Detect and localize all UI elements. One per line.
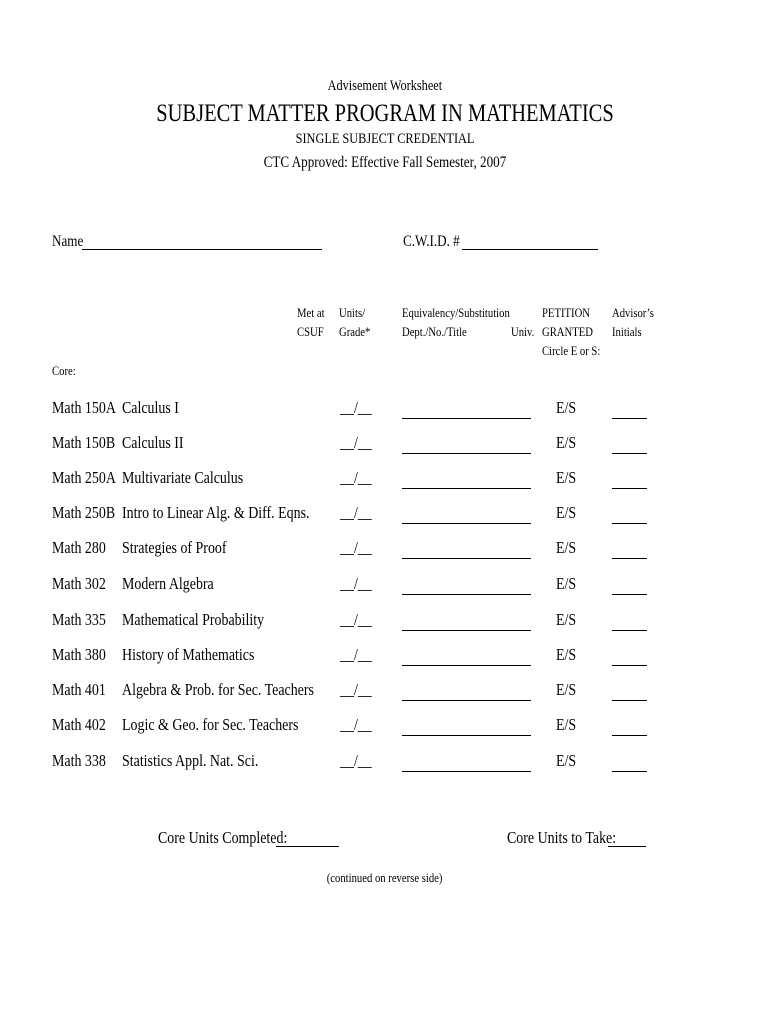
- equivalency-field[interactable]: [402, 523, 531, 524]
- equivalency-field[interactable]: [402, 771, 531, 772]
- advisor-initials-field[interactable]: [612, 453, 647, 454]
- course-code: Math 302: [52, 574, 106, 593]
- units-grade-blank[interactable]: __/__: [340, 645, 372, 664]
- petition-es[interactable]: E/S: [556, 680, 577, 699]
- advisor-initials-field[interactable]: [612, 488, 647, 489]
- course-title: History of Mathematics: [122, 645, 255, 664]
- units-grade-blank[interactable]: __/__: [340, 433, 372, 452]
- equivalency-field[interactable]: [402, 594, 531, 595]
- course-title: Intro to Linear Alg. & Diff. Eqns.: [122, 503, 310, 522]
- units-grade-blank[interactable]: __/__: [340, 715, 372, 734]
- course-code: Math 338: [52, 751, 106, 770]
- petition-es[interactable]: E/S: [556, 574, 577, 593]
- petition-es[interactable]: E/S: [556, 715, 577, 734]
- course-code: Math 250A: [52, 468, 116, 487]
- petition-es[interactable]: E/S: [556, 645, 577, 664]
- advisor-initials-field[interactable]: [612, 735, 647, 736]
- course-code: Math 380: [52, 645, 106, 664]
- equivalency-field[interactable]: [402, 735, 531, 736]
- course-row: [0, 715, 770, 743]
- advisor-initials-field[interactable]: [612, 630, 647, 631]
- course-title: Algebra & Prob. for Sec. Teachers: [122, 680, 314, 699]
- course-row: [0, 468, 770, 496]
- met-at-header: Met at CSUF: [297, 305, 325, 339]
- course-row: [0, 503, 770, 531]
- course-title: Multivariate Calculus: [122, 468, 244, 487]
- equivalency-field[interactable]: [402, 558, 531, 559]
- advisor-initials-field[interactable]: [612, 594, 647, 595]
- petition-es[interactable]: E/S: [556, 538, 577, 557]
- course-code: Math 250B: [52, 503, 116, 522]
- equivalency-field[interactable]: [402, 418, 531, 419]
- petition-es[interactable]: E/S: [556, 751, 577, 770]
- course-row: [0, 433, 770, 461]
- core-section-label: Core:: [52, 363, 76, 378]
- units-grade-blank[interactable]: __/__: [340, 610, 372, 629]
- course-title: Calculus II: [122, 433, 184, 452]
- course-row: [0, 680, 770, 708]
- advisor-initials-field[interactable]: [612, 771, 647, 772]
- equivalency-field[interactable]: [402, 630, 531, 631]
- course-row: [0, 610, 770, 638]
- univ-header: Univ.: [511, 324, 535, 339]
- course-row: [0, 574, 770, 602]
- course-title: Mathematical Probability: [122, 610, 265, 629]
- course-title: Logic & Geo. for Sec. Teachers: [122, 715, 299, 734]
- core-units-to-take-label: Core Units to Take:: [507, 828, 617, 847]
- course-title: Calculus I: [122, 398, 179, 417]
- cwid-label: C.W.I.D. #: [403, 233, 460, 250]
- petition-header: PETITION GRANTED Circle E or S:: [542, 305, 601, 358]
- course-code: Math 280: [52, 538, 106, 557]
- advisor-initials-field[interactable]: [612, 558, 647, 559]
- course-title: Strategies of Proof: [122, 538, 227, 557]
- approval-line: CTC Approved: Effective Fall Semester, 2007: [263, 154, 507, 171]
- page-title: SUBJECT MATTER PROGRAM IN MATHEMATICS: [156, 100, 614, 127]
- units-grade-header: Units/ Grade*: [339, 305, 371, 339]
- course-code: Math 150A: [52, 398, 116, 417]
- advisor-initials-field[interactable]: [612, 418, 647, 419]
- course-row: [0, 751, 770, 779]
- petition-es[interactable]: E/S: [556, 468, 577, 487]
- units-grade-blank[interactable]: __/__: [340, 503, 372, 522]
- name-label: Name: [52, 233, 84, 250]
- equivalency-field[interactable]: [402, 453, 531, 454]
- worksheet-label: Advisement Worksheet: [327, 78, 443, 94]
- advisor-initials-field[interactable]: [612, 523, 647, 524]
- course-row: [0, 645, 770, 673]
- cwid-field[interactable]: [462, 249, 598, 250]
- core-units-completed-label: Core Units Completed:: [158, 828, 288, 847]
- advisor-initials-field[interactable]: [612, 665, 647, 666]
- petition-es[interactable]: E/S: [556, 433, 577, 452]
- equivalency-field[interactable]: [402, 488, 531, 489]
- units-grade-blank[interactable]: __/__: [340, 398, 372, 417]
- equivalency-header: Equivalency/Substitution Dept./No./Title: [402, 305, 510, 339]
- continued-note: (continued on reverse side): [327, 870, 443, 885]
- petition-es[interactable]: E/S: [556, 398, 577, 417]
- equivalency-field[interactable]: [402, 665, 531, 666]
- course-code: Math 402: [52, 715, 106, 734]
- course-code: Math 401: [52, 680, 106, 699]
- units-grade-blank[interactable]: __/__: [340, 574, 372, 593]
- page-subtitle: SINGLE SUBJECT CREDENTIAL: [295, 131, 475, 147]
- course-row: [0, 538, 770, 566]
- course-title: Statistics Appl. Nat. Sci.: [122, 751, 259, 770]
- core-units-completed-field[interactable]: [276, 846, 339, 847]
- advisor-initials-field[interactable]: [612, 700, 647, 701]
- petition-es[interactable]: E/S: [556, 503, 577, 522]
- units-grade-blank[interactable]: __/__: [340, 538, 372, 557]
- course-row: [0, 398, 770, 426]
- units-grade-blank[interactable]: __/__: [340, 468, 372, 487]
- course-code: Math 335: [52, 610, 106, 629]
- name-field[interactable]: [82, 249, 322, 250]
- petition-es[interactable]: E/S: [556, 610, 577, 629]
- course-title: Modern Algebra: [122, 574, 214, 593]
- equivalency-field[interactable]: [402, 700, 531, 701]
- course-code: Math 150B: [52, 433, 116, 452]
- units-grade-blank[interactable]: __/__: [340, 751, 372, 770]
- advisors-initials-header: Advisor’s Initials: [612, 305, 654, 339]
- units-grade-blank[interactable]: __/__: [340, 680, 372, 699]
- core-units-to-take-field[interactable]: [608, 846, 646, 847]
